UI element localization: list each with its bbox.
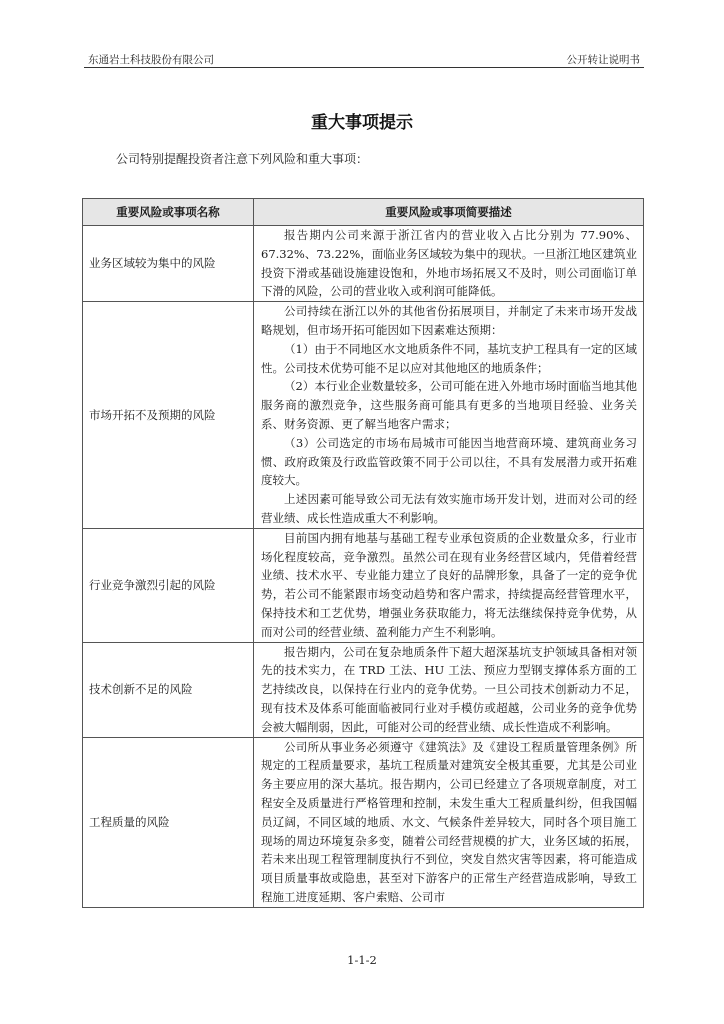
- header-company: 东通岩土科技股份有限公司: [88, 54, 214, 66]
- col-header-desc: 重要风险或事项简要描述: [254, 199, 644, 226]
- table-row: [83, 528, 644, 642]
- risk-name: 工程质量的风险: [83, 737, 254, 907]
- description-paragraph: 公司持续在浙江以外的其他省份拓展项目，并制定了未来市场开发战略规划，但市场开拓可能因如下因素难达预期：: [261, 304, 637, 337]
- risk-name: 技术创新不足的风险: [83, 642, 254, 737]
- page-title: 重大事项提示: [311, 113, 413, 133]
- table-row: [83, 642, 644, 737]
- description-paragraph: 报告期内，公司在复杂地质条件下超大超深基坑支护领域具备相对领先的技术实力，在 TRD 工法、HU 工法、预应力型钢支撑体系方面的工艺持续改良，以保持在行业内的竞争优势。一旦公司技术创新动力不足，现有技术及体系可能面临被同行业对手模仿或超越，公司业务的竞争优势会被大幅削弱，因此，可能对公司的经营业绩、成长性造成不利影响。: [261, 644, 637, 734]
- table-row: [83, 737, 644, 907]
- col-header-name: 重要风险或事项名称: [83, 199, 254, 226]
- header-doc-type: 公开转让说明书: [566, 54, 640, 66]
- risk-description: [254, 528, 644, 642]
- risk-table: [82, 198, 644, 908]
- table-row: [83, 226, 644, 302]
- risk-name: 行业竞争激烈引起的风险: [83, 528, 254, 642]
- description-paragraph: （2）本行业企业数量较多，公司可能在进入外地市场时面临当地其他服务商的激烈竞争，这些服务商可能具有更多的当地项目经验、业务关系、财务资源、更了解当地客户需求；: [261, 379, 637, 431]
- risk-description: [254, 226, 644, 302]
- description-paragraph: 上述因素可能导致公司无法有效实施市场开发计划，进而对公司的经营业绩、成长性造成重大不利影响。: [261, 492, 637, 525]
- intro-text: 公司特别提醒投资者注意下列风险和重大事项：: [116, 152, 369, 166]
- description-paragraph: （3）公司选定的市场布局城市可能因当地营商环境、建筑商业务习惯、政府政策及行政监管政策不同于公司以往，不具有发展潜力或开拓难度较大。: [261, 435, 637, 488]
- risk-description: [254, 737, 644, 907]
- table-row: [83, 302, 644, 529]
- header-divider: [84, 67, 644, 68]
- risk-name: 市场开拓不及预期的风险: [83, 302, 254, 529]
- page-number: 1-1-2: [347, 953, 377, 967]
- table-header-row: [83, 199, 644, 226]
- description-paragraph: 目前国内拥有地基与基础工程专业承包资质的企业数量众多，行业市场化程度较高，竞争激烈。虽然公司在现有业务经营区域内，凭借着经营业绩、技术水平、专业能力建立了良好的品牌形象，具备了一定的竞争优势，若公司不能紧跟市场变动趋势和客户需求，持续提高经营管理水平，保持技术和工艺优势，增强业务获取能力，将无法继续保持竞争优势，从而对公司的经营业绩、盈利能力产生不利影响。: [261, 530, 637, 639]
- description-paragraph: （1）由于不同地区水文地质条件不同，基坑支护工程具有一定的区域性。公司技术优势可能不足以应对其他地区的地质条件；: [261, 341, 637, 375]
- description-paragraph: 报告期内公司来源于浙江省内的营业收入占比分别为 77.90%、67.32%、73.22%，面临业务区域较为集中的现状。一旦浙江地区建筑业投资下滑或基础设施建设饱和，外地市场拓展又不及时，则公司面临订单下滑的风险，公司的营业收入或利润可能降低。: [261, 228, 637, 299]
- risk-description: [254, 302, 644, 529]
- description-paragraph: 公司所从事业务必须遵守《建筑法》及《建设工程质量管理条例》所规定的工程质量要求，基坑工程质量对建筑安全极其重要，尤其是公司业务主要应用的深大基坑。报告期内，公司已经建立了各项规章制度，对工程安全及质量进行严格管理和控制，未发生重大工程质量纠纷，但我国幅员辽阔，不同区域的地质、水文、气候条件差异较大，同时各个项目施工现场的周边环境复杂多变，随着公司经营规模的扩大，业务区域的拓展，若未来出现工程管理制度执行不到位，突发自然灾害等因素，将可能造成项目质量事故或隐患，甚至对下游客户的正常生产经营造成影响，导致工程施工进度延期、客户索赔、公司市: [261, 739, 637, 904]
- risk-name: 业务区域较为集中的风险: [83, 226, 254, 302]
- risk-description: [254, 642, 644, 737]
